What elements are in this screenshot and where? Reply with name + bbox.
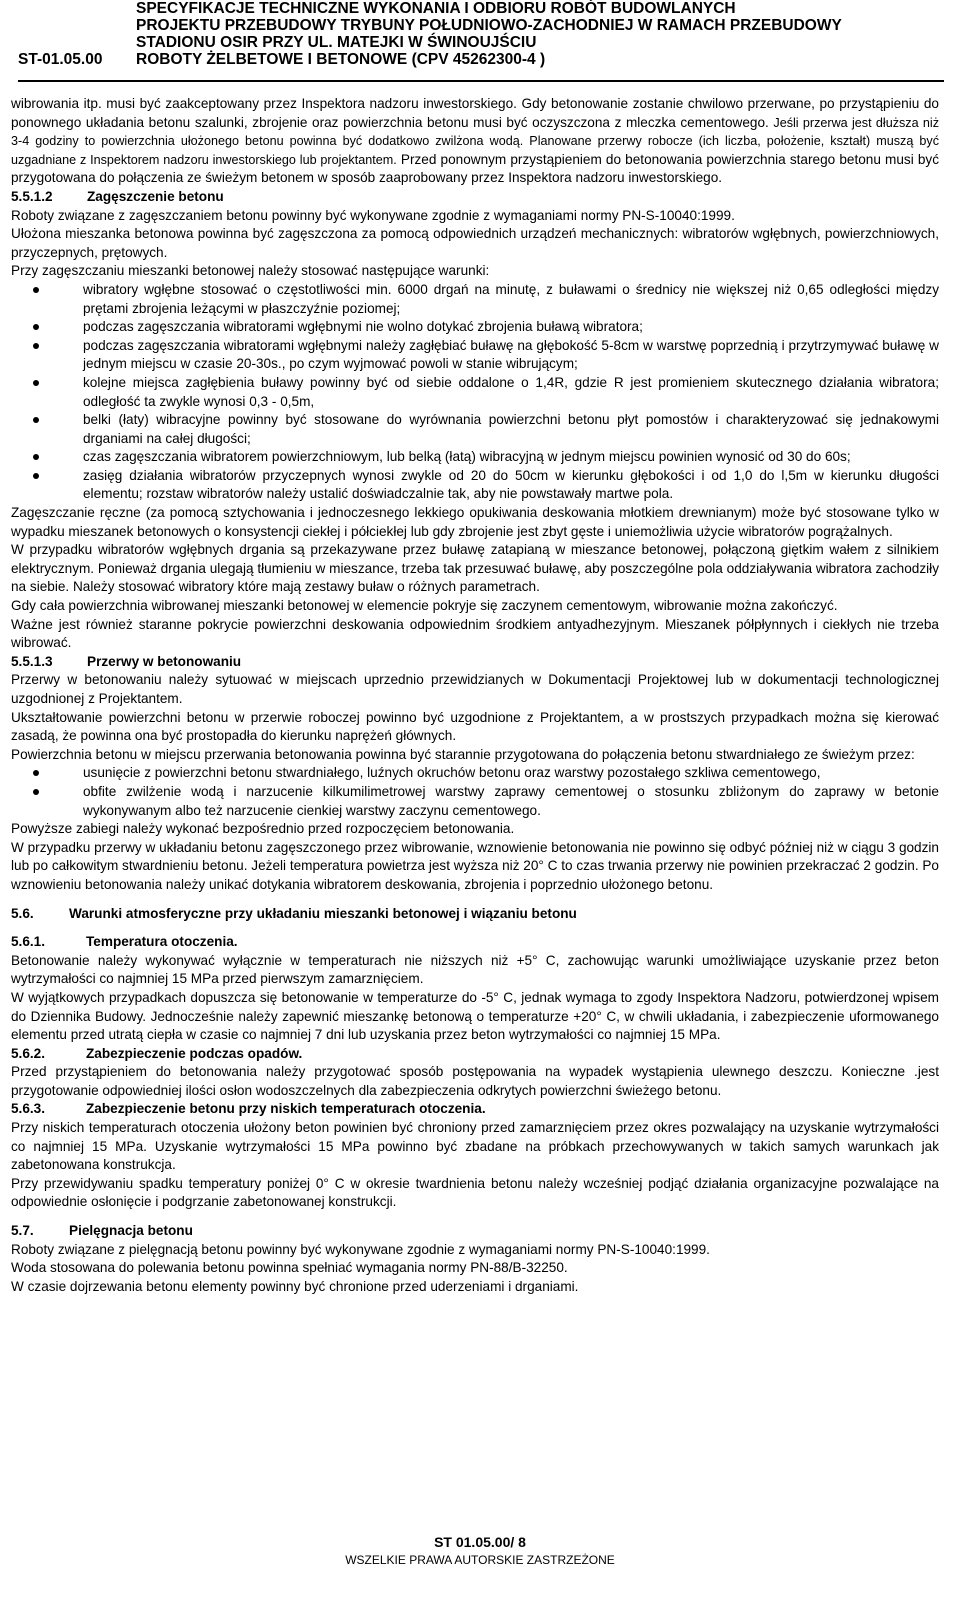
header-title-line-2: PROJEKTU PRZEBUDOWY TRYBUNY POŁUDNIOWO-ZACHODNIEJ W RAMACH PRZEBUDOWY: [136, 17, 842, 34]
heading-number: 5.5.1.2: [11, 188, 53, 204]
list-item: usunięcie z powierzchni betonu stwardniałego, luźnych okruchów betonu oraz warstwy pozostałego szkliwa cementowego,: [11, 764, 939, 783]
heading-number: 5.7.: [11, 1223, 34, 1239]
heading-5-6: [11, 905, 939, 924]
paragraph: Przy niskich temperaturach otoczenia ułożony beton powinien być chroniony przed zamarznięciem przez okres pozwalający na uzyskanie wytrzymałości co najmniej 15 MPa. Uzyskanie wytrzymałości 15 MPa powinno być zbadane na próbkach przechowywanych w takich samych warunkach jak zabetonowana konstrukcja.: [11, 1120, 939, 1173]
list-item: belki (łaty) wibracyjne powinny być stosowane do wyrównania powierzchni betonu płyt pomostów i charakteryzować się jednakowymi drganiami na całej długości;: [11, 411, 939, 448]
list-item: obfite zwilżenie wodą i narzucenie kilkumilimetrowej warstwy zaprawy cementowej o stosunku zbliżonym do zaprawy w betonie wykonywanym albo też narzucenie cienkiej warstwy zaczynu cementowego.: [11, 783, 939, 820]
joint-preparation-list: [11, 764, 939, 820]
paragraph: Roboty związane z pielęgnacją betonu powinny być wykonywane zgodnie z wymaganiami normy PN-S-10040:1999.: [11, 1241, 710, 1257]
heading-5-6-3: [11, 1100, 939, 1119]
paragraph: Ułożona mieszanka betonowa powinna być zagęszczona za pomocą odpowiednich urządzeń mechanicznych: wibratorów wgłębnych, powierzchniowych, przyczepnych, prętowych.: [11, 226, 939, 260]
heading-title: Zabezpieczenie betonu przy niskich temperaturach otoczenia.: [86, 1101, 486, 1117]
heading-5-6-1: [11, 933, 939, 952]
compaction-conditions-list: [11, 281, 939, 504]
header-title-line-1: SPECYFIKACJE TECHNICZNE WYKONANIA I ODBIORU ROBÓT BUDOWLANYCH: [136, 0, 736, 17]
paragraph: Przerwy w betonowaniu należy sytuować w miejscach uprzednio przewidzianych w Dokumentacji Projektowej lub w dokumentacji technologicznej uzgodnionej z Projektantem.: [11, 672, 939, 706]
paragraph: W czasie dojrzewania betonu elementy powinny być chronione przed uderzeniami i drganiami.: [11, 1278, 579, 1294]
paragraph: W wyjątkowych przypadkach dopuszcza się betonowanie w temperaturze do -5° C, jednak wymaga to zgody Inspektora Nadzoru, potwierdzonej wpisem do Dziennika Budowy. Jednocześnie należy zapewnić mieszankę betonową o temperaturze +20° C, w chwili układania, i zabezpieczenie uformowanego elementu przed utratą ciepła w czasie co najmniej 7 dni lub uzyskania przez beton wytrzymałości co najmniej 15 MPa.: [11, 989, 939, 1043]
heading-number: 5.6.1.: [11, 934, 46, 950]
paragraph: [11, 95, 939, 188]
heading-5-7: [11, 1222, 939, 1241]
heading-title: Pielęgnacja betonu: [69, 1223, 193, 1239]
document-body: [11, 95, 939, 1296]
header-divider: [18, 80, 944, 82]
spec-section-title: ROBOTY ŻELBETOWE I BETONOWE (CPV 45262300-4 ): [136, 51, 546, 68]
paragraph: Powierzchnia betonu w miejscu przerwania betonowania powinna być starannie przygotowana do połączenia betonu stwardniałego ze świeżym przez:: [11, 746, 915, 762]
heading-number: 5.6.: [11, 905, 34, 921]
heading-title: Przerwy w betonowaniu: [87, 653, 242, 669]
heading-title: Zabezpieczenie podczas opadów.: [86, 1045, 303, 1061]
heading-5-6-2: [11, 1045, 939, 1064]
list-item: kolejne miejsca zagłębienia buławy powinny być od siebie oddalone o 1,4R, gdzie R jest promieniem skutecznego działania wibratora; odległość ta zwykle wynosi 0,3 - 0,5m,: [11, 374, 939, 411]
paragraph: W przypadku wibratorów wgłębnych drgania są przekazywane przez buławę zatapianą w mieszance betonowej, połączoną giętkim wałem z silnikiem elektrycznym. Ponieważ drgania ulegają tłumieniu w mieszance, trzeba tak przesuwać buławę, aby poszczególne pola oddziaływania wibratora zachodziły na siebie. Należy stosować wibratory które mają zestawy buław o różnych parametrach.: [11, 542, 939, 595]
header-spec-row: [18, 51, 944, 69]
paragraph-text: wibrowania itp. musi być zaakceptowany przez Inspektora nadzoru inwestorskiego. Gdy betonowanie zostanie chwilowo przerwane, po przystąpieniu do ponownego układania betonu szalunki, zbrojenie oraz powierzchnia betonu musi być oczyszczona z mleczka cementowego.: [11, 96, 939, 130]
heading-5-5-1-3: [11, 653, 939, 672]
paragraph: Betonowanie należy wykonywać wyłącznie w temperaturach nie niższych niż +5° C, zachowując warunki umożliwiające uzyskanie przez beton wytrzymałości co najmniej 15 MPa przed pierwszym zamarznięciem.: [11, 952, 939, 987]
paragraph: W przypadku przerwy w układaniu betonu zagęszczonego przez wibrowanie, wznowienie betonowania nie powinno się odbyć później niż w ciągu 3 godzin lub po całkowitym stwardnieniu betonu. Jeżeli temperatura powietrza jest wyższa niż 20° C to czas trwania przerwy nie powinien przekraczać 2 godzin. Po wznowieniu betonowania należy unikać dotykania wibratorem deskowania, zbrojenia i poprzednio ułożonego betonu.: [11, 839, 939, 892]
paragraph: Ukształtowanie powierzchni betonu w przerwie roboczej powinno być uzgodnione z Projektantem, a w prostszych przypadkach można się kierować zasadą, że powinna ona być prostopadła do kierunku naprężeń głównych.: [11, 709, 939, 744]
spec-code: ST-01.05.00: [18, 51, 103, 68]
paragraph: Woda stosowana do polewania betonu powinna spełniać wymagania normy PN-88/B-32250.: [11, 1260, 568, 1276]
heading-title: Temperatura otoczenia.: [86, 934, 238, 950]
paragraph: Powyższe zabiegi należy wykonać bezpośrednio przed rozpoczęciem betonowania.: [11, 821, 515, 837]
list-item: czas zagęszczania wibratorem powierzchniowym, lub belką (łatą) wibracyjną w jednym miejscu powinien wynosić od 30 do 60s;: [11, 448, 939, 467]
paragraph: Roboty związane z zagęszczaniem betonu powinny być wykonywane zgodnie z wymaganiami normy PN-S-10040:1999.: [11, 207, 735, 223]
page-number: ST 01.05.00/ 8: [434, 1534, 526, 1550]
paragraph: Gdy cała powierzchnia wibrowanej mieszanki betonowej w elemencie pokryje się zaczynem cementowym, wibrowanie można zakończyć.: [11, 598, 838, 614]
paragraph: Przy przewidywaniu spadku temperatury poniżej 0° C w okresie twardnienia betonu należy wcześniej podjąć działania organizacyjne pozwalające na odpowiednie osłonięcie i podgrzanie zabetonowanej konstrukcji.: [11, 1175, 939, 1210]
paragraph: Ważne jest również staranne pokrycie powierzchni deskowania odpowiednim środkiem antyadhezyjnym. Mieszanek półpłynnych i ciekłych nie trzeba wibrować.: [11, 616, 939, 651]
heading-title: Warunki atmosferyczne przy układaniu mieszanki betonowej i wiązaniu betonu: [69, 905, 577, 921]
heading-number: 5.5.1.3: [11, 653, 53, 669]
heading-number: 5.6.2.: [11, 1045, 46, 1061]
list-item: wibratory wgłębne stosować o częstotliwości min. 6000 drgań na minutę, z buławami o średnicy nie większej niż 0,65 odległości między prętami zbrojenia leżącymi w płaszczyźnie poziomej;: [11, 281, 939, 318]
heading-5-5-1-2: [11, 188, 939, 207]
paragraph: Przed przystąpieniem do betonowania należy przygotować sposób postępowania na wypadek wystąpienia ulewnego deszczu. Konieczne .jest przygotowanie odpowiedniej ilości osłon wodoszczelnych dla zabezpieczenia odkrytych powierzchni świeżego betonu.: [11, 1064, 939, 1098]
list-item: zasięg działania wibratorów przyczepnych wynosi zwykle od 20 do 50cm w kierunku głębokości i od 1,0 do l,5m w kierunku długości elementu; rozstaw wibratorów należy ustalić doświadczalnie tak, aby nie powstawały martwe pola.: [11, 467, 939, 504]
paragraph-text: Przed ponownym przystąpieniem do betonowania powierzchnia starego betonu musi być przygotowana do połączenia ze świeżym betonem w sposób zaaprobowany przez Inspektora nadzoru inwestorskiego.: [11, 151, 940, 186]
heading-number: 5.6.3.: [11, 1101, 46, 1117]
list-item: podczas zagęszczania wibratorami wgłębnymi nie wolno dotykać zbrojenia buławą wibratora;: [11, 318, 939, 337]
page-header: [18, 0, 944, 69]
copyright-notice: WSZELKIE PRAWA AUTORSKIE ZASTRZEŻONE: [345, 1553, 615, 1567]
paragraph: Przy zagęszczaniu mieszanki betonowej należy stosować następujące warunki:: [11, 263, 490, 279]
paragraph-text: Jeśli przerwa jest dłuższa niż 3-4 godziny to powierzchnia ułożonego betonu powinna być dodatkowo zwilżona wodą. Planowane przerwy robocze (ich liczba, położenie, kształt) muszą być uzgadniane z Inspektorem nadzoru inwestorskiego lub projektantem.: [11, 115, 939, 167]
list-item: podczas zagęszczania wibratorami wgłębnymi należy zagłębiać buławę na głębokość 5-8cm w warstwę poprzednią i przytrzymywać buławę w jednym miejscu w czasie 20-30s., po czym wyjmować powoli w stanie wibrującym;: [11, 337, 939, 374]
paragraph: Zagęszczanie ręczne (za pomocą sztychowania i jednoczesnego lekkiego opukiwania deskowania młotkiem drewnianym) może być stosowane tylko w wypadku mieszanek betonowych o konsystencji ciekłej i półciekłej lub gdy zbrojenie jest zbyt gęste i uniemożliwia użycie wibratorów pogrążalnych.: [11, 505, 939, 539]
heading-title: Zagęszczenie betonu: [87, 188, 224, 204]
header-title-line-3: STADIONU OSIR PRZY UL. MATEJKI W ŚWINOUJŚCIU: [136, 34, 537, 51]
